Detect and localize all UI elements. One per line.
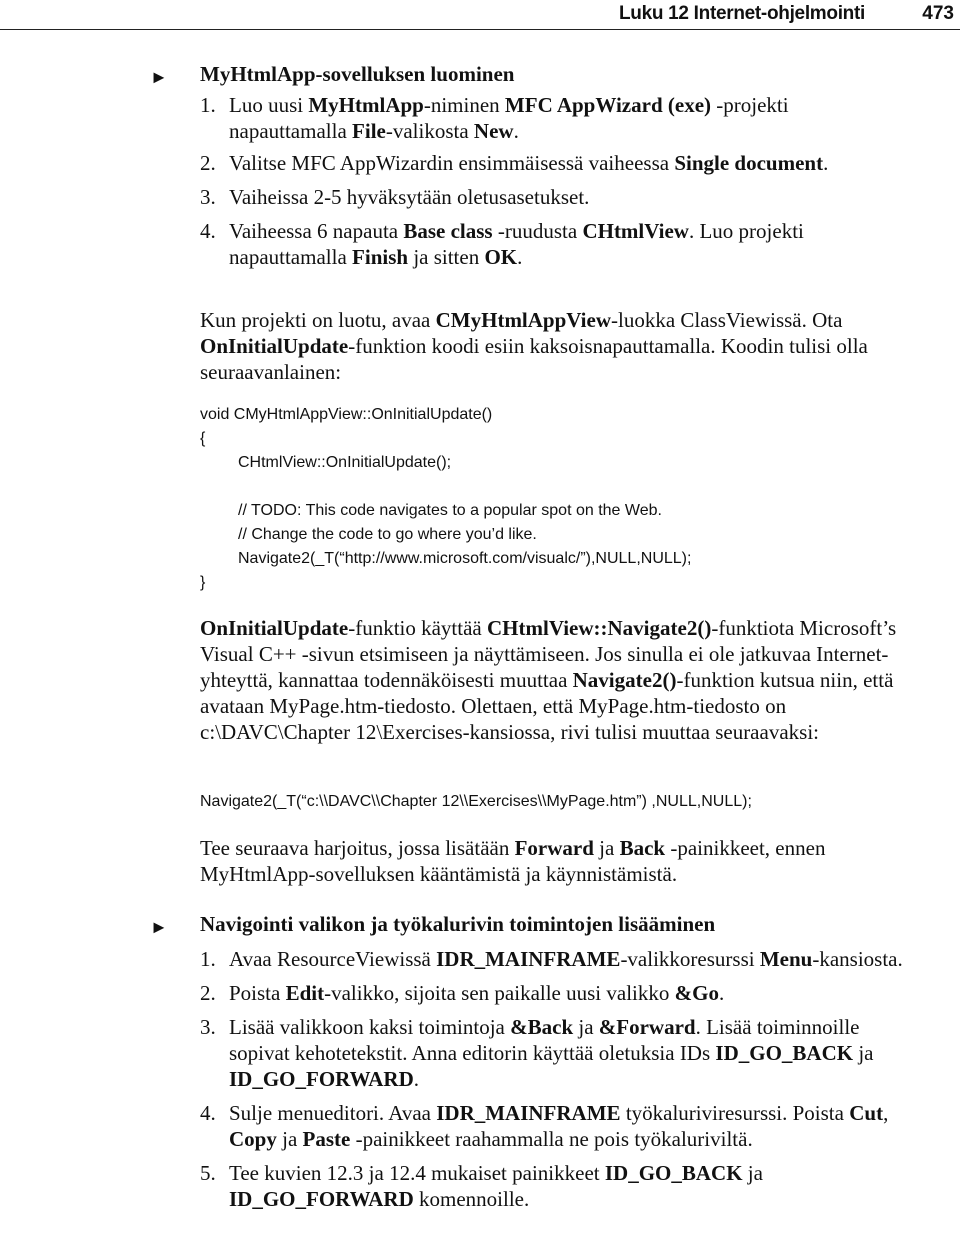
code-line: // TODO: This code navigates to a popular spot on the Web. bbox=[238, 502, 662, 519]
code-block bbox=[200, 403, 691, 595]
section-title: Navigointi valikon ja työkalurivin toimintojen lisääminen bbox=[200, 912, 716, 936]
section-navigation bbox=[0, 912, 960, 1212]
paragraph-intro: Kun projekti on luotu, avaa CMyHtmlAppView-luokka ClassViewissä. Ota OnInitialUpdate-funktion koodi esiin kaksoisnapauttamalla. Koodin tulisi olla seuraavanlainen: bbox=[200, 308, 868, 384]
paragraph-navigate: OnInitialUpdate-funktio käyttää CHtmlView::Navigate2()-funktiota Microsoft’s Visual C++ -sivun etsimiseen ja näyttämiseen. Jos sinulla ei ole jatkuvaa Internet-yhteyttä, kannattaa todennäköisesti muuttaa Navigate2()-funktion kutsua niin, että avataan MyPage.htm-tiedosto. Olettaen, että MyPage.htm-tiedosto on c:\DAVC\Chapter 12\Exercises-kansiossa, rivi tulisi muuttaa seuraavaksi: bbox=[200, 616, 897, 744]
paragraph-exercise: Tee seuraava harjoitus, jossa lisätään Forward ja Back -painikkeet, ennen MyHtmlApp-sovelluksen kääntämistä ja käynnistämistä. bbox=[200, 836, 826, 886]
list-item: 4. Sulje menueditori. Avaa IDR_MAINFRAME työkaluriviresurssi. Poista Cut, Copy ja Paste -painikkeet raahammalla ne pois työkaluriviltä. bbox=[200, 1101, 889, 1151]
section-arrow-icon: ► bbox=[150, 67, 168, 87]
steps-list bbox=[0, 946, 960, 1212]
list-item: 1. Luo uusi MyHtmlApp-niminen MFC AppWizard (exe) -projekti napauttamalla File-valikosta New. bbox=[200, 93, 789, 143]
steps-list bbox=[0, 92, 960, 270]
list-item: 1. Avaa ResourceViewissä IDR_MAINFRAME-valikkoresurssi Menu-kansiosta. bbox=[200, 947, 903, 971]
list-item: 4. Vaiheessa 6 napauta Base class -ruudusta CHtmlView. Luo projekti napauttamalla Finish ja sitten OK. bbox=[200, 219, 804, 269]
section-title: MyHtmlApp-sovelluksen luominen bbox=[200, 62, 515, 86]
list-item: 3. Vaiheissa 2-5 hyväksytään oletusasetukset. bbox=[200, 185, 590, 209]
code-line: CHtmlView::OnInitialUpdate(); bbox=[238, 454, 452, 471]
code-line: { bbox=[200, 430, 206, 447]
running-header bbox=[0, 0, 960, 30]
code-line: } bbox=[200, 574, 206, 591]
list-item: 2. Poista Edit-valikko, sijoita sen paikalle uusi valikko &Go. bbox=[200, 981, 725, 1005]
list-item: 2. Valitse MFC AppWizardin ensimmäisessä vaiheessa Single document. bbox=[200, 151, 829, 175]
header-rule bbox=[0, 29, 960, 30]
chapter-title: Luku 12 Internet-ohjelmointi bbox=[618, 3, 865, 24]
list-item: 5. Tee kuvien 12.3 ja 12.4 mukaiset painikkeet ID_GO_BACK ja ID_GO_FORWARD komennoille. bbox=[200, 1161, 763, 1211]
code-line: // Change the code to go where you’d like. bbox=[238, 526, 537, 543]
section-create-app bbox=[0, 62, 960, 270]
code-line: void CMyHtmlAppView::OnInitialUpdate() bbox=[200, 406, 493, 423]
code-line-navigate: Navigate2(_T(“c:\\DAVC\\Chapter 12\\Exercises\\MyPage.htm”) ,NULL,NULL); bbox=[200, 793, 752, 810]
list-item: 3. Lisää valikkoon kaksi toimintoja &Back ja &Forward. Lisää toiminnoille sopivat kehotetekstit. Anna editorin käyttää oletuksia IDs ID_GO_BACK ja ID_GO_FORWARD. bbox=[200, 1015, 874, 1091]
code-line: Navigate2(_T(“http://www.microsoft.com/visualc/”),NULL,NULL); bbox=[238, 550, 692, 567]
code-line bbox=[200, 475, 691, 499]
section-arrow-icon: ► bbox=[150, 917, 168, 937]
page-number: 473 bbox=[922, 3, 954, 24]
